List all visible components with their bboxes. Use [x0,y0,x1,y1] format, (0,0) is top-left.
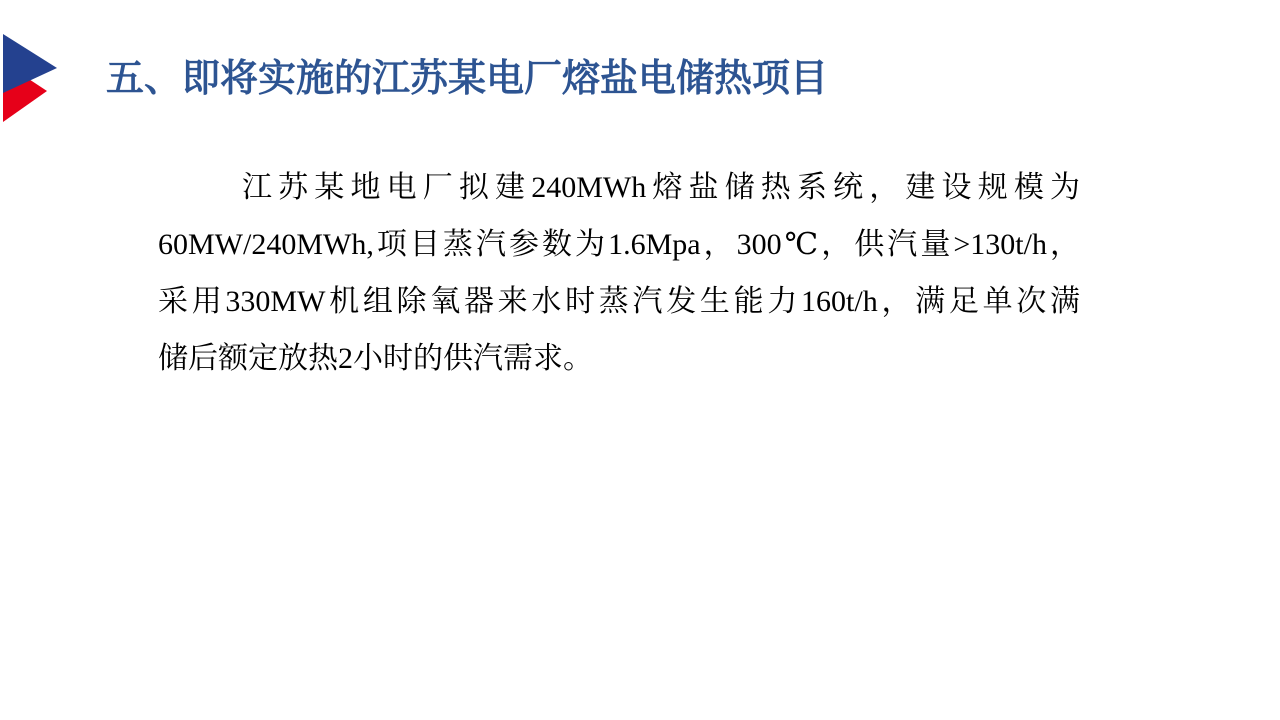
body-line-2: 60MW/240MWh,项目蒸汽参数为1.6Mpa，300℃，供汽量>130t/h， [158,228,1080,261]
slide-title: 五、即将实施的江苏某电厂熔盐电储热项目 [106,58,829,100]
body-paragraph [158,159,1080,387]
corner-accent-icon [0,0,70,130]
body-line-1: 江苏某地电厂拟建240MWh熔盐储热系统，建设规模为 [242,171,1080,204]
body-line-3: 采用330MW机组除氧器来水时蒸汽发生能力160t/h，满足单次满 [158,285,1080,318]
body-line-4: 储后额定放热2小时的供汽需求。 [158,342,593,375]
